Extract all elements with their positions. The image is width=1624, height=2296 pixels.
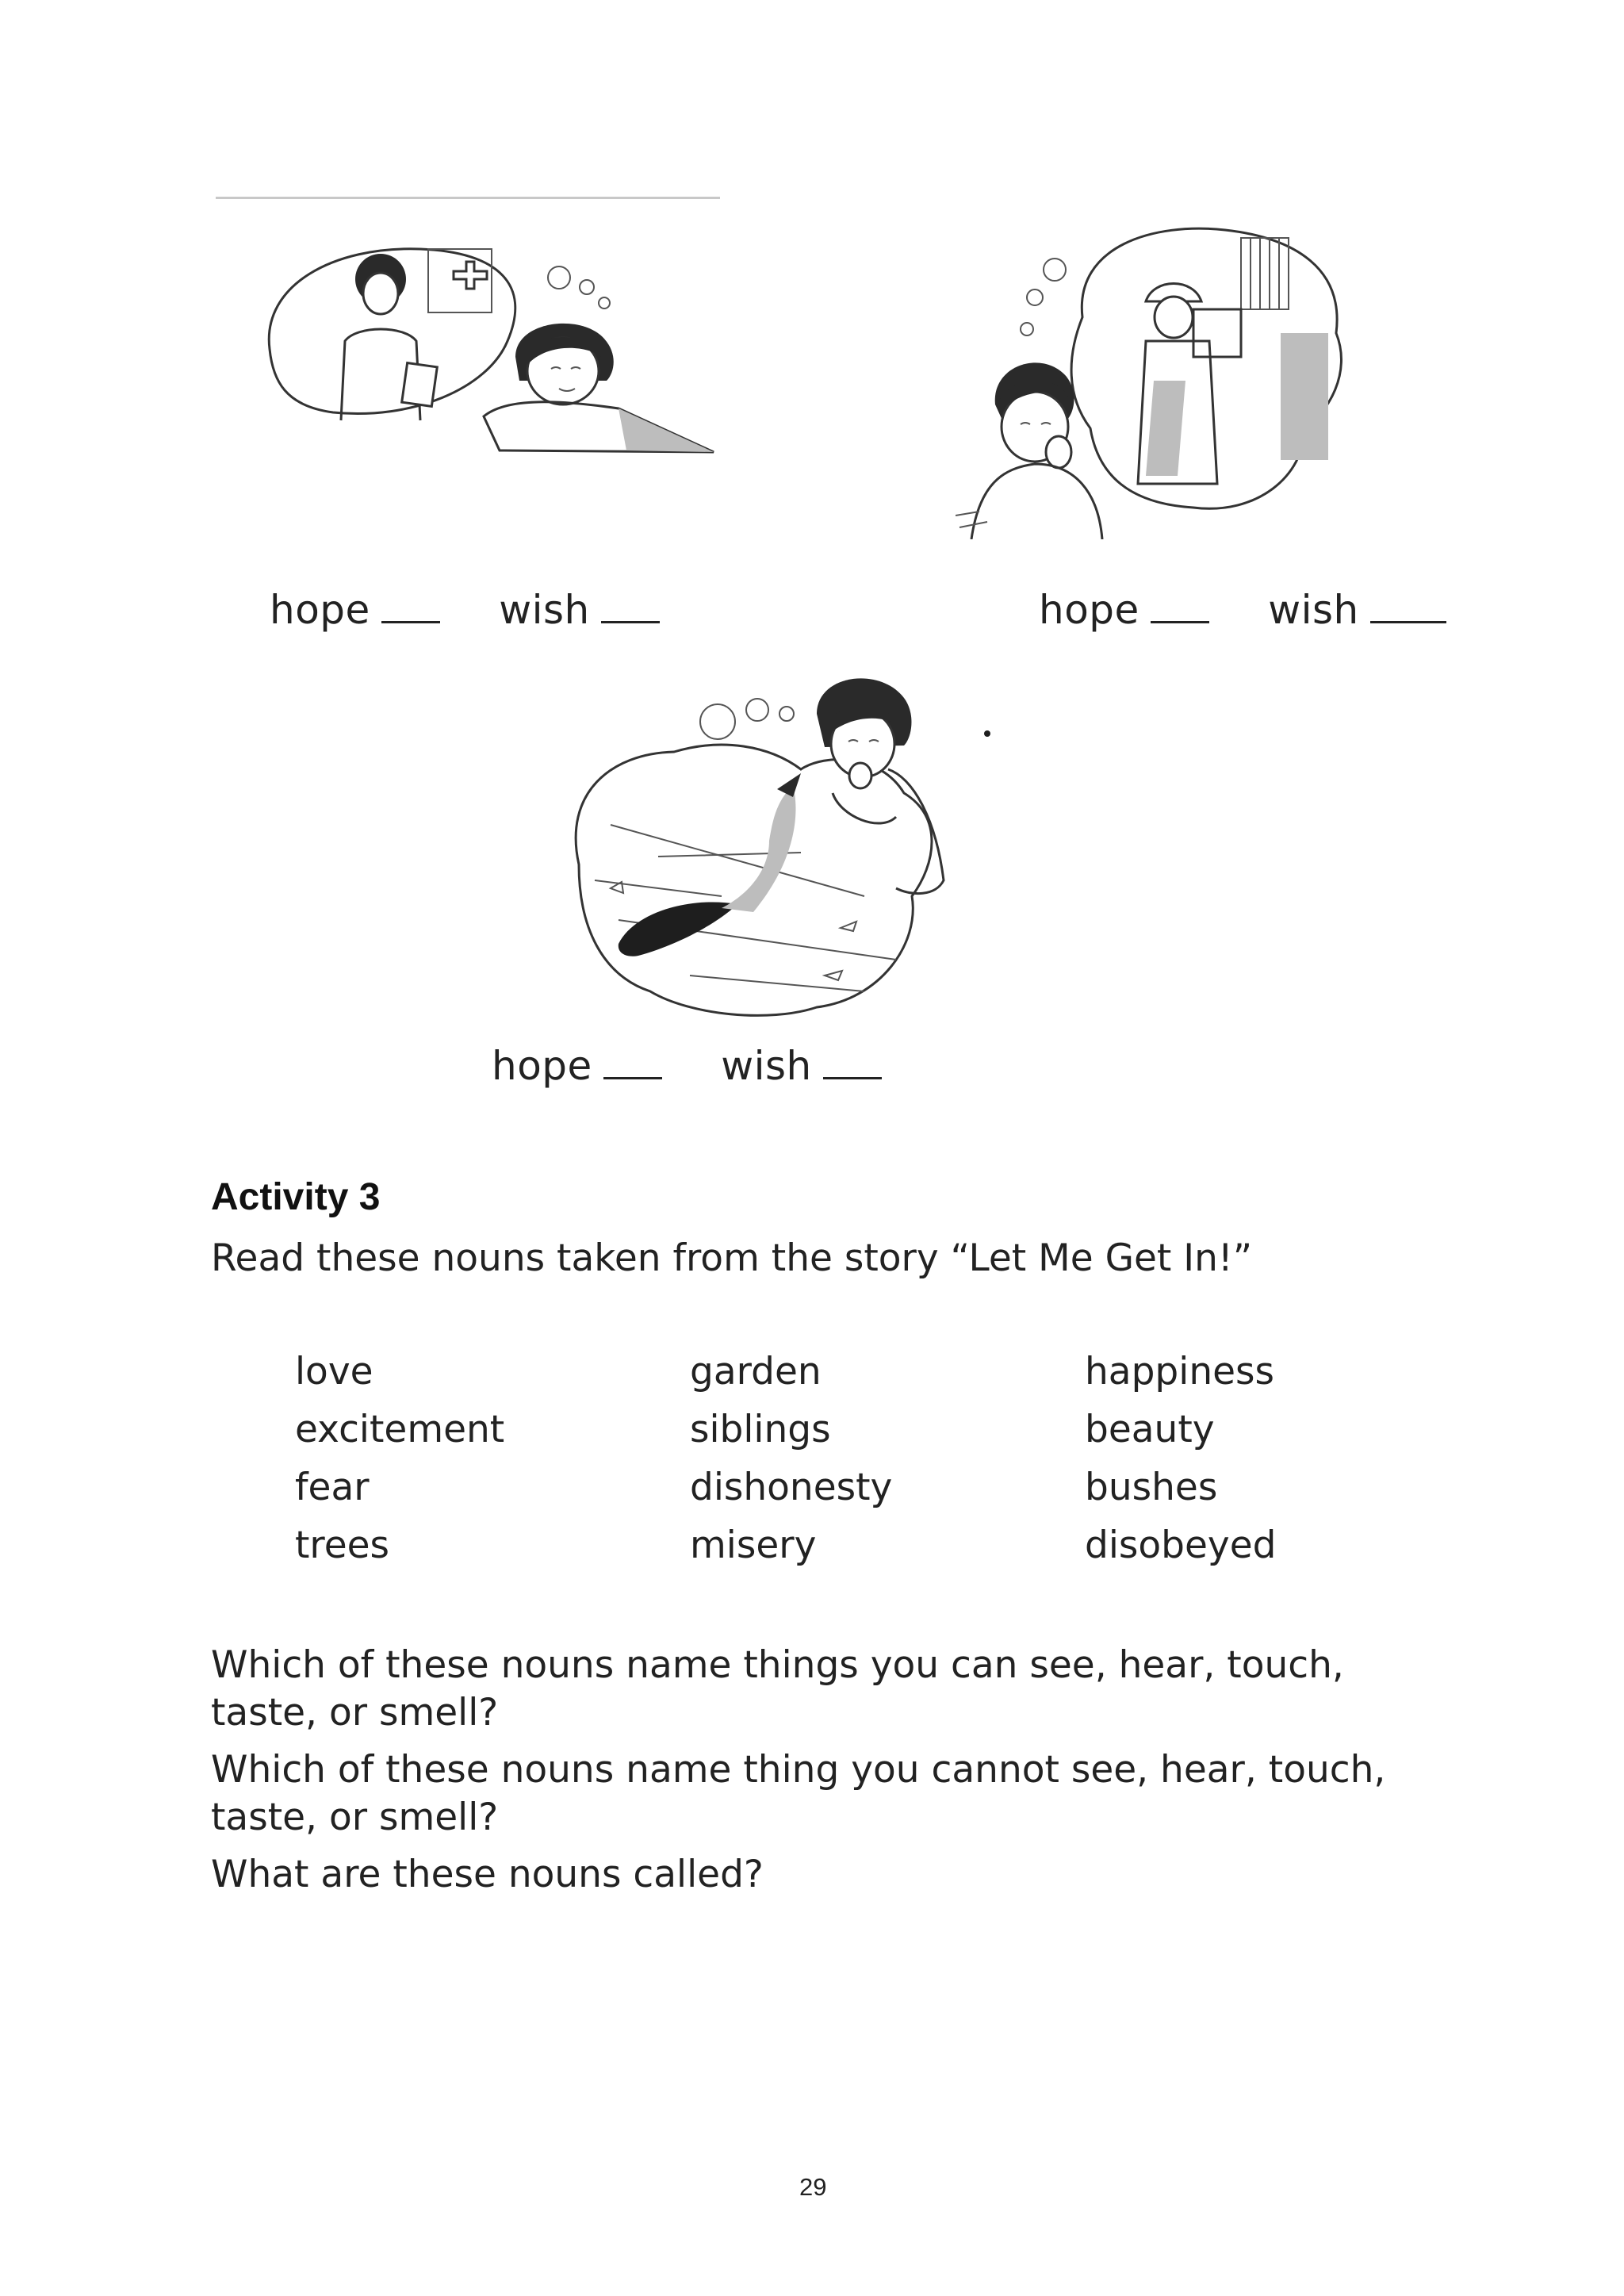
illustration-girl-nurse-dream: [246, 238, 722, 476]
hope-wish-row-1: [270, 587, 660, 633]
noun-word: misery: [690, 1524, 817, 1567]
noun-word: happiness: [1085, 1350, 1274, 1393]
noun-word: garden: [690, 1350, 822, 1393]
wish-answer-blank[interactable]: [601, 618, 660, 623]
noun-word: fear: [295, 1466, 370, 1509]
noun-word: disobeyed: [1085, 1524, 1277, 1567]
noun-word: trees: [295, 1524, 390, 1567]
noun-column-2: [690, 1350, 892, 1581]
noun-word: beauty: [1085, 1408, 1215, 1451]
top-rule: [216, 197, 720, 199]
activity-instruction: Read these nouns taken from the story “Let Me Get In!”: [211, 1236, 1253, 1280]
noun-word: love: [295, 1350, 373, 1393]
wish-answer-blank[interactable]: [1370, 618, 1446, 623]
noun-column-1: [295, 1350, 504, 1581]
question-2: Which of these nouns name thing you cannot see, hear, touch, taste, or smell?: [211, 1748, 1386, 1839]
wish-label: wish: [499, 587, 590, 633]
activity-heading: Activity 3: [211, 1176, 381, 1218]
page-number: 29: [799, 2173, 827, 2201]
noun-word: excitement: [295, 1408, 505, 1451]
illustration-girl-mermaid-dream: [563, 658, 1007, 1031]
hope-answer-blank[interactable]: [381, 618, 440, 623]
hope-wish-row-2: [1039, 587, 1446, 633]
question-3: What are these nouns called?: [211, 1853, 764, 1896]
question-1: Which of these nouns name things you can see, hear, touch, taste, or smell?: [211, 1643, 1344, 1734]
hope-label: hope: [270, 587, 370, 633]
hope-answer-blank[interactable]: [1151, 618, 1209, 623]
wish-label: wish: [721, 1043, 812, 1089]
hope-wish-row-3: [492, 1043, 882, 1089]
noun-column-3: [1085, 1350, 1276, 1581]
illustration-boy-engineer-dream: [956, 222, 1368, 539]
noun-word: siblings: [690, 1408, 831, 1451]
noun-word: bushes: [1085, 1466, 1218, 1509]
wish-label: wish: [1268, 587, 1359, 633]
hope-label: hope: [492, 1043, 592, 1089]
hope-label: hope: [1039, 587, 1139, 633]
wish-answer-blank[interactable]: [823, 1074, 882, 1079]
hope-answer-blank[interactable]: [603, 1074, 662, 1079]
noun-word: dishonesty: [690, 1466, 893, 1509]
